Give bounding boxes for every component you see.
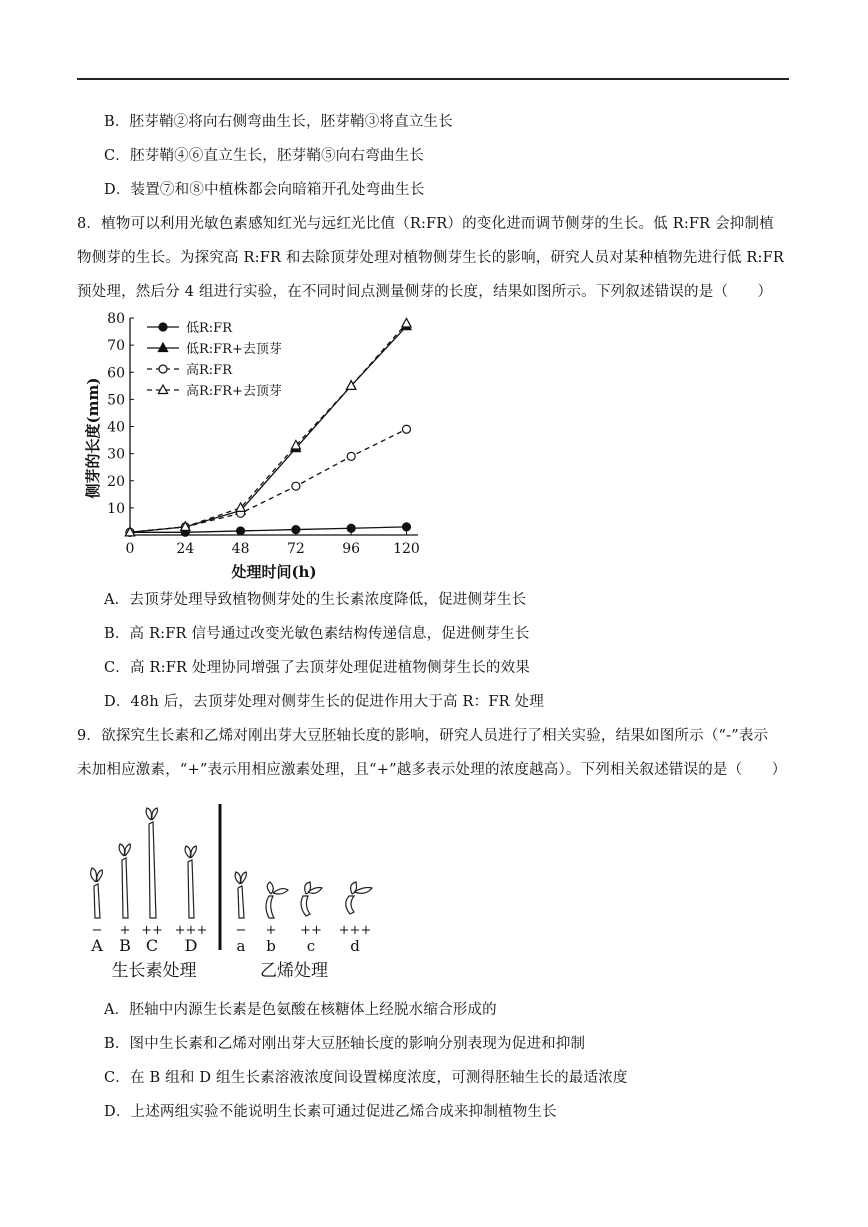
y-tick-label: 80 [107, 311, 125, 327]
q9-option-a: A．胚轴中内源生长素是色氨酸在核糖体上经脱水缩合形成的 [104, 1002, 497, 1018]
q9-stem-line-2: 未加相应激素，“+”表示用相应激素处理，且“+”越多表示处理的浓度越高）。下列相关叙述错误的是（ ） [77, 762, 787, 778]
seedling-a-lower [235, 872, 246, 918]
q7-option-d: D．装置⑦和⑧中植株都会向暗箱开孔处弯曲生长 [104, 182, 425, 198]
q7-option-b: B．胚芽鞘②将向右侧弯曲生长，胚芽鞘③将直立生长 [104, 114, 453, 130]
x-tick-label: 24 [176, 541, 195, 557]
q8-option-c: C．高 R:FR 处理协同增强了去顶芽处理促进植物侧芽生长的效果 [104, 660, 530, 676]
y-tick-label: 30 [107, 446, 125, 463]
seedling-b-lower [266, 882, 288, 918]
q8-option-b: B．高 R:FR 信号通过改变光敏色素结构传递信息，促进侧芽生长 [104, 626, 530, 642]
group-letter: A [91, 936, 103, 955]
q9-stem-line-1: 9．欲探究生长素和乙烯对刚出芽大豆胚轴长度的影响，研究人员进行了相关实验，结果如图所示（“-”表示 [77, 728, 769, 744]
seedling-labels [90, 923, 371, 955]
group-sign: +++ [174, 923, 208, 938]
seedling-b-upper [119, 844, 130, 918]
q8-option-a: A．去顶芽处理导致植物侧芽处的生长素浓度降低，促进侧芽生长 [104, 592, 527, 608]
group-letter: B [119, 936, 131, 955]
y-tick-label: 50 [107, 392, 125, 409]
group-letter: D [184, 936, 198, 955]
group-sign: ++ [300, 923, 322, 938]
series-2 [126, 425, 410, 536]
group-letter: c [306, 937, 316, 955]
q7-option-c: C．胚芽鞘④⑥直立生长，胚芽鞘⑤向右弯曲生长 [104, 148, 424, 164]
x-tick-label: 120 [393, 541, 420, 557]
legend-item [147, 321, 233, 336]
seedling-figure [84, 800, 394, 985]
legend-label: 低R:FR [186, 321, 232, 336]
seedling-a-upper [91, 868, 103, 918]
line-chart [80, 308, 425, 583]
series-line [130, 326, 406, 532]
group-sign: − [91, 923, 103, 938]
legend-item [147, 362, 233, 378]
x-tick-label: 48 [231, 541, 250, 557]
q8-stem-line-2: 物侧芽的生长。为探究高 R:FR 和去除顶芽处理对植物侧芽生长的影响，研究人员对某种植物先进行低 R:FR [77, 250, 784, 266]
ethylene-treatment-label: 乙烯处理 [260, 961, 328, 981]
q9-option-c: C．在 B 组和 D 组生长素溶液浓度间设置梯度浓度，可测得胚轴生长的最适浓度 [104, 1070, 628, 1086]
group-letter: C [145, 936, 159, 955]
data-point [402, 318, 411, 327]
group-sign: − [235, 923, 247, 938]
y-tick-label: 20 [107, 473, 125, 490]
data-point [292, 526, 300, 534]
legend-item [147, 341, 282, 357]
legend-item [147, 383, 282, 399]
group-sign: ++ [141, 923, 163, 938]
legend-label: 低R:FR+去顶芽 [186, 342, 282, 357]
group-letter: b [266, 937, 276, 955]
data-point [237, 527, 245, 535]
x-axis-label: 处理时间(h) [231, 563, 317, 581]
data-point [347, 452, 355, 460]
seedling-c-upper [146, 808, 157, 918]
legend-marker [159, 323, 167, 331]
data-point [292, 482, 300, 490]
chart-legend [147, 321, 282, 399]
series-line [130, 429, 406, 532]
legend-marker [158, 385, 167, 394]
q8-stem-line-3: 预处理，然后分 4 组进行实验，在不同时间点测量侧芽的长度，结果如图所示。下列叙述错误的是（ ） [77, 284, 773, 300]
data-point [347, 524, 355, 532]
group-sign: +++ [338, 923, 372, 938]
y-axis-label: 侧芽的长度(mm) [84, 377, 102, 499]
legend-label: 高R:FR+去顶芽 [186, 384, 282, 399]
seedling-d-lower [346, 882, 372, 914]
q8-option-d: D．48h 后，去顶芽处理对侧芽生长的促进作用大于高 R：FR 处理 [104, 694, 544, 710]
group-sign: + [119, 923, 131, 938]
q9-option-b: B．图中生长素和乙烯对刚出芽大豆胚轴长度的影响分别表现为促进和抑制 [104, 1036, 586, 1052]
q9-option-d: D．上述两组实验不能说明生长素可通过促进乙烯合成来抑制植物生长 [104, 1104, 557, 1120]
legend-marker [158, 343, 167, 352]
q8-stem-line-1: 8．植物可以利用光敏色素感知红光与远红光比值（R:FR）的变化进而调节侧芽的生长。低 R:FR 会抑制植 [77, 216, 774, 232]
x-tick-label: 0 [125, 541, 135, 557]
seedling-c-lower [301, 882, 322, 916]
legend-label: 高R:FR [186, 363, 232, 378]
series-0 [126, 523, 410, 536]
x-tick-label: 72 [286, 541, 305, 557]
legend-marker [159, 365, 167, 373]
group-letter: a [236, 937, 246, 955]
y-tick-label: 40 [107, 419, 125, 436]
seedling-d-upper [185, 846, 196, 918]
x-tick-label: 96 [342, 541, 361, 557]
y-tick-label: 60 [107, 365, 125, 382]
group-letter: d [350, 937, 360, 955]
data-point [402, 425, 410, 433]
auxin-treatment-label: 生长素处理 [111, 961, 197, 981]
y-tick-label: 10 [107, 500, 125, 517]
group-sign: + [265, 923, 277, 938]
data-point [402, 523, 410, 531]
y-tick-label: 70 [107, 338, 125, 355]
header-rule [77, 78, 789, 80]
